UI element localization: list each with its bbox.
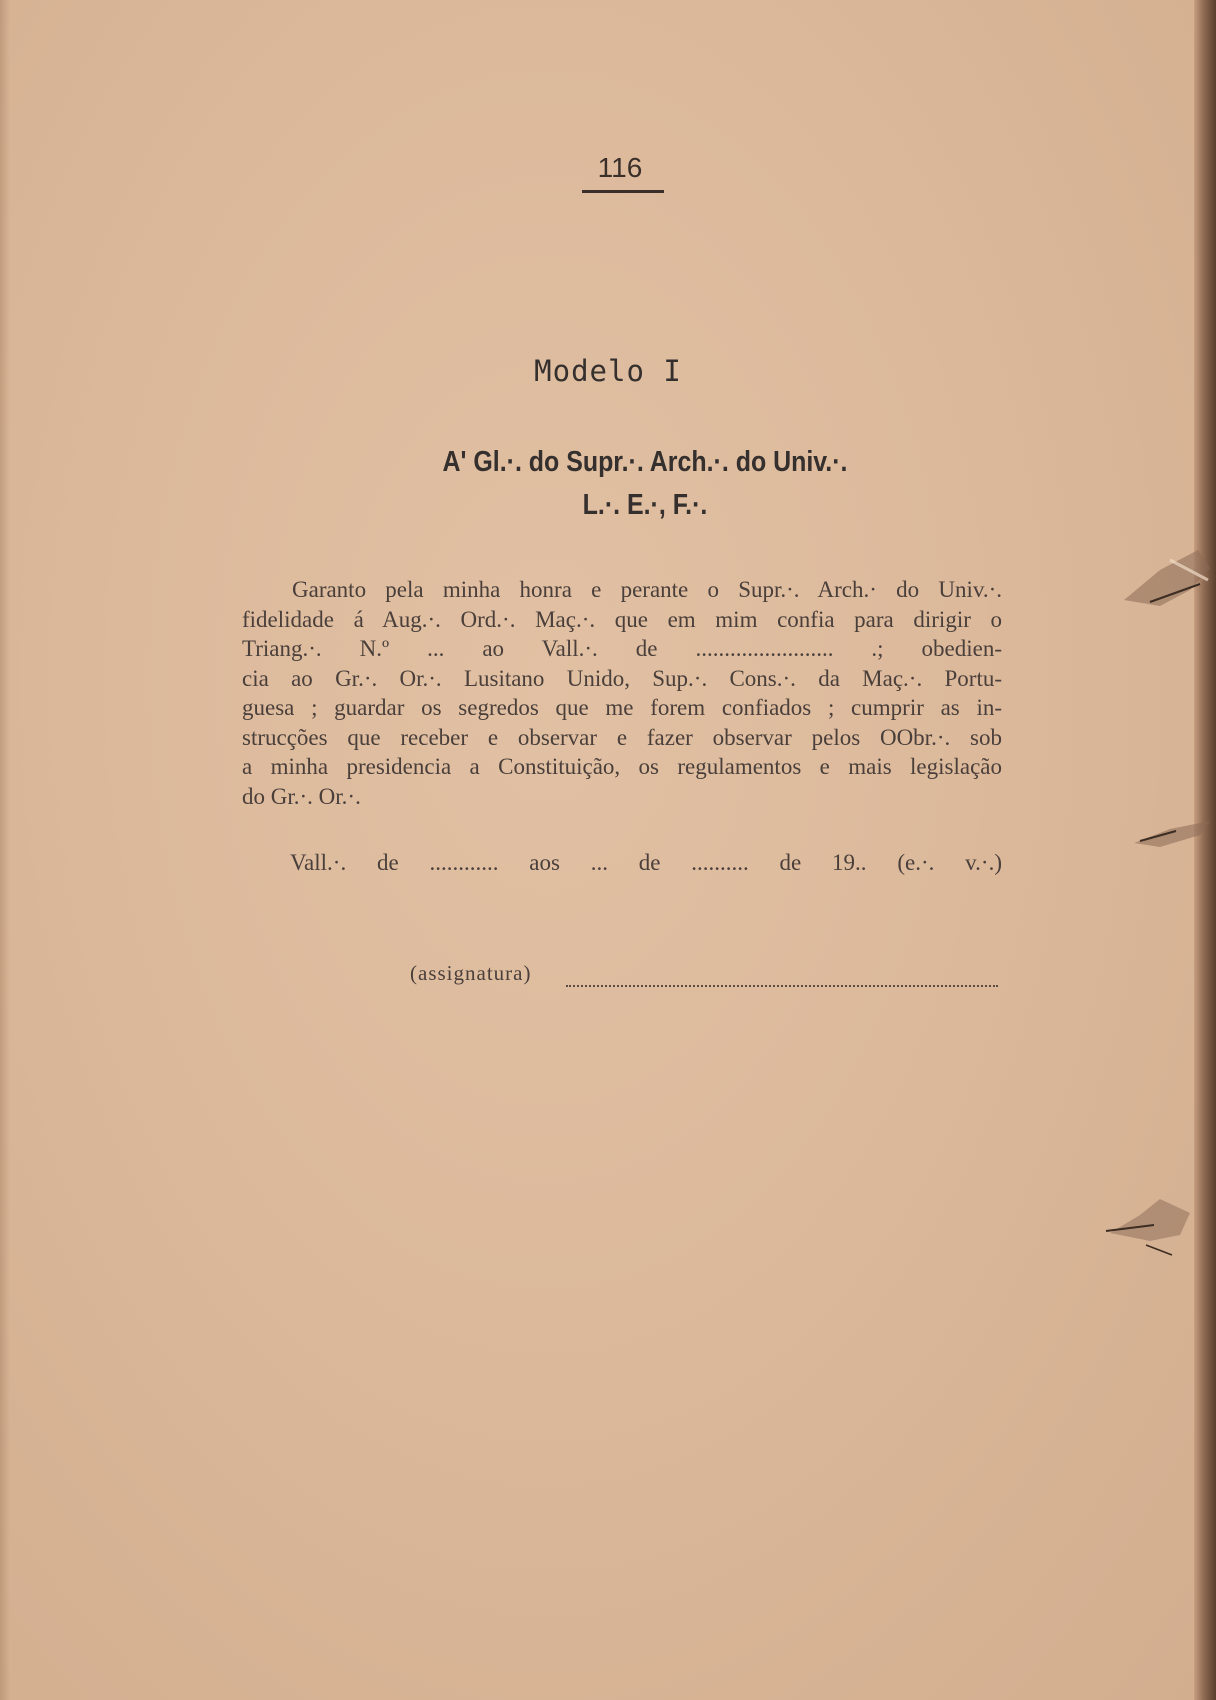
oath-line: Triang.·. N.º ... ao Vall.·. de ........................ .; obedien- — [242, 636, 1002, 661]
paper-tear-mark — [1100, 1185, 1200, 1265]
oath-line: Garanto pela minha honra e perante o Supr.·. Arch.· do Univ.·. — [292, 577, 1002, 602]
model-title: Modelo I — [534, 354, 682, 388]
oath-line: strucções que receber e observar e fazer observar pelos OObr.·. sob — [242, 724, 1002, 750]
paper-tear-mark — [1130, 815, 1216, 855]
oath-line: do Gr.·. Or.·. — [242, 783, 361, 809]
oath-line: cia ao Gr.·. Or.·. Lusitano Unido, Sup.·. Cons.·. da Maç.·. Portu- — [242, 665, 1002, 691]
signature-label: (assignatura) — [410, 961, 532, 985]
page-number: 116 — [597, 152, 643, 183]
date-line: Vall.·. de ............ aos ... de .......... de 19.. (e.·. v.·.) — [290, 850, 1002, 875]
oath-line: guesa ; guardar os segredos que me forem confiados ; cumprir as in- — [242, 695, 1002, 720]
oath-line: fidelidade á Aug.·. Ord.·. Maç.·. que em mim confia para dirigir o — [242, 606, 1002, 632]
page-number-underline — [582, 190, 664, 193]
oath-paragraph — [242, 575, 1002, 811]
page-left-shadow — [0, 0, 10, 1700]
masonic-invocation: A' Gl.·. do Supr.·. Arch.·. do Univ.·. — [442, 446, 848, 478]
masonic-motto: L.·. E.·, F.·. — [582, 489, 708, 521]
signature-line — [566, 985, 998, 987]
oath-line: a minha presidencia a Constituição, os regulamentos e mais legislação — [242, 754, 1002, 779]
paper-tear-mark — [1120, 540, 1216, 630]
